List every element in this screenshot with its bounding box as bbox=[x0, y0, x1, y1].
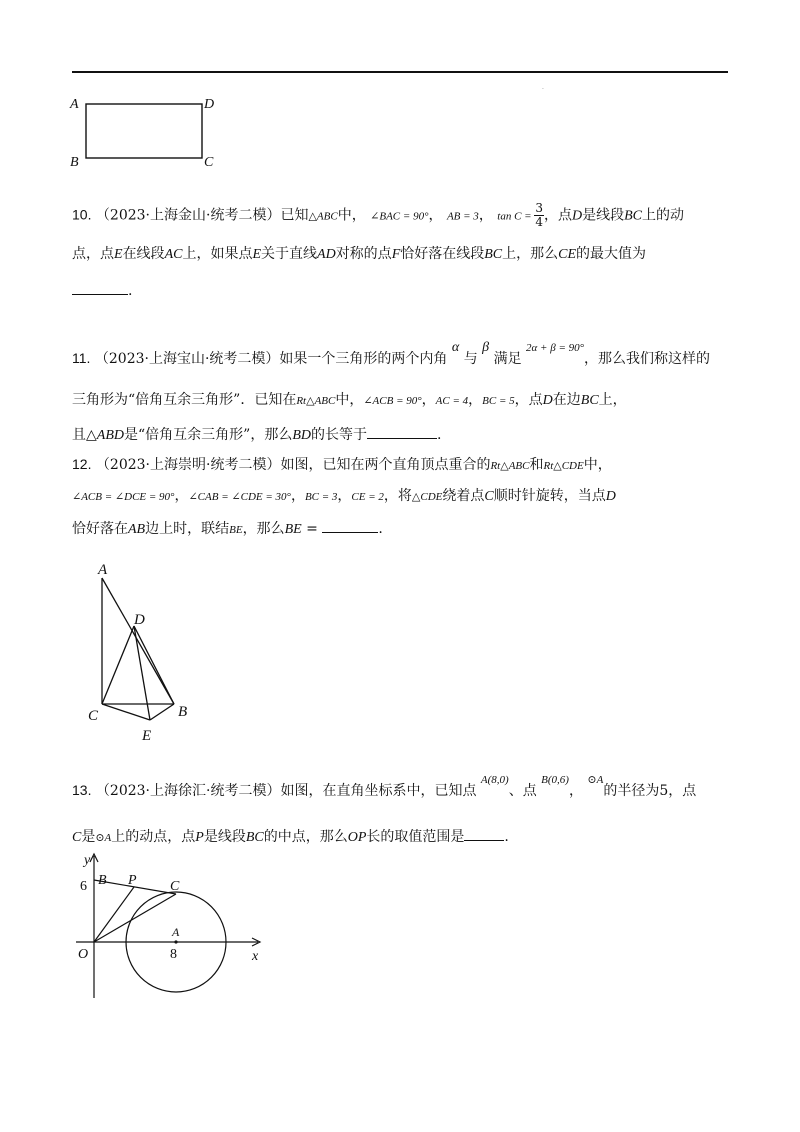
rectangle-figure bbox=[64, 88, 224, 170]
fig12-label-b: B bbox=[178, 704, 188, 720]
q11-line3: 且△ABD是“倍角互余三角形”，那么BD的长等于 . bbox=[72, 424, 441, 446]
q10-line2: 点，点E在线段AC上，如果点E关于直线AD对称的点F恰好落在线段BC上，那么CE的最大值为 bbox=[72, 246, 647, 262]
fig13-tick-8: 8 bbox=[170, 947, 177, 962]
q11-answer-blank[interactable] bbox=[367, 424, 437, 439]
fig12-label-c: C bbox=[88, 708, 99, 724]
q12-line1: 12. （2023·上海崇明·统考二模）如图，已知在两个直角顶点重合的Rt△ABC和Rt△CDE中， bbox=[72, 456, 612, 473]
q12-figure bbox=[84, 558, 214, 748]
q12-answer-blank[interactable] bbox=[322, 518, 378, 533]
q11-line2: 三角形为“倍角互余三角形”．已知在Rt△ABC中，∠ACB = 90°，AC = 4，BC = 5，点D在边BC上， bbox=[72, 392, 627, 408]
rect-label-d: D bbox=[204, 97, 215, 112]
q13-coordinate-figure bbox=[72, 850, 272, 1000]
q10-line1: 10. （2023·上海金山·统考二模）已知△ABC中， ∠BAC = 90°， AB = 3， tan C = $\frac{3}{4}$ ，点D是线段BC上的动 bbox=[72, 201, 684, 229]
fig13-y-axis-label: y bbox=[84, 853, 91, 868]
fig12-label-d: D bbox=[134, 612, 145, 628]
q13-line2: C是⊙A上的动点，点P是线段BC的中点，那么OP长的取值范围是 . bbox=[72, 826, 509, 848]
header-rule bbox=[72, 71, 728, 73]
scan-dot: · bbox=[542, 86, 544, 93]
fig13-label-c: C bbox=[170, 879, 180, 894]
fig13-origin-label: O bbox=[78, 947, 89, 962]
fig12-label-a: A bbox=[98, 562, 108, 578]
q13-line1: 13. （2023·上海徐汇·统考二模）如图，在直角坐标系中，已知点 $^{A(8,0)}$、点 $^{B(0,6)}$， $^{⊙A}$的半径为5，点 bbox=[72, 774, 697, 799]
fig13-x-axis-label: x bbox=[252, 949, 259, 964]
fig12-label-e: E bbox=[142, 728, 152, 744]
q10-answer-blank[interactable] bbox=[72, 280, 128, 295]
rect-label-c: C bbox=[204, 155, 214, 170]
fig13-label-p: P bbox=[128, 873, 137, 888]
q13-answer-blank[interactable] bbox=[464, 826, 504, 841]
q10-line3: . bbox=[72, 280, 132, 301]
tan-fraction: $\frac{3}{4}$ bbox=[535, 201, 543, 229]
rect-label-b: B bbox=[70, 155, 79, 170]
fig13-tick-6: 6 bbox=[80, 879, 87, 894]
q12-line3: 恰好落在AB边上时，联结BE，那么BE = . bbox=[72, 518, 383, 540]
fig13-label-a: A bbox=[172, 925, 180, 939]
rect-label-a: A bbox=[70, 97, 79, 112]
q11-line1: 11. （2023·上海宝山·统考二模）如果一个三角形的两个内角 α 与 β 满足 $^{2\alpha + \beta = 90^\circ}$，那么我们称这样的 bbox=[72, 340, 711, 367]
fig13-label-b: B bbox=[98, 873, 107, 888]
q12-line2: ∠ACB = ∠DCE = 90°，∠CAB = ∠CDE = 30°，BC = 3，CE = 2，将△CDE绕着点C顺时针旋转，当点D bbox=[72, 488, 616, 504]
